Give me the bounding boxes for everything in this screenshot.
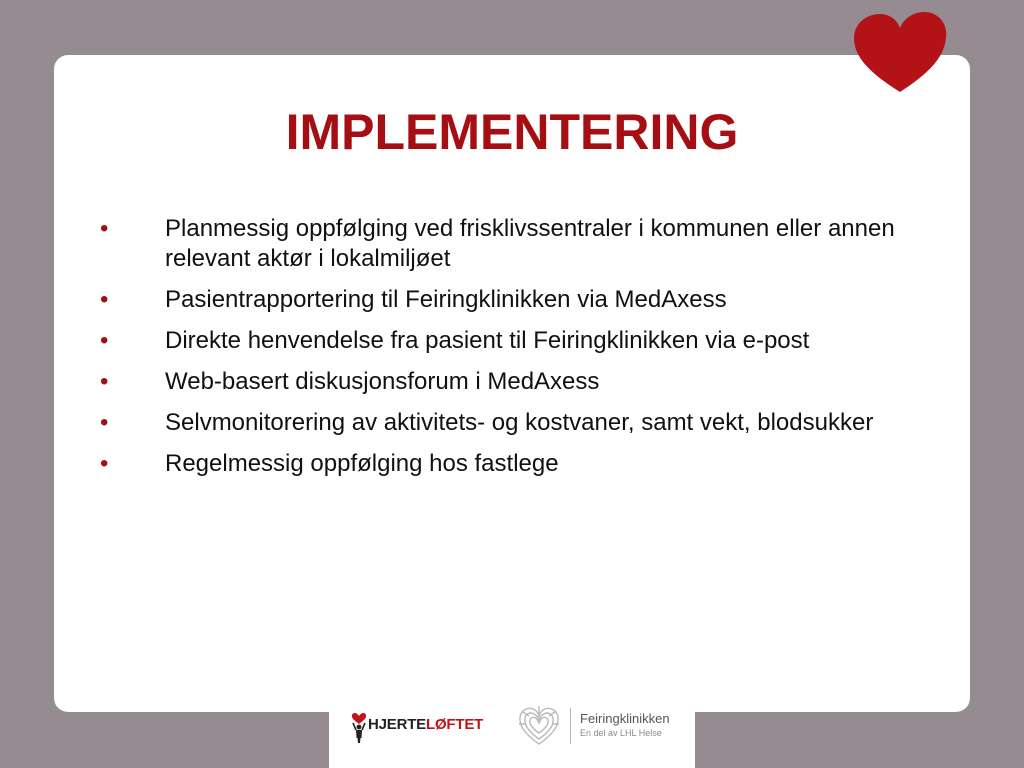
bullet-icon: • (100, 409, 109, 436)
bullet-icon: • (100, 327, 109, 354)
bullet-text: Regelmessig oppfølging hos fastlege (165, 450, 559, 477)
slide-title: IMPLEMENTERING (285, 104, 739, 160)
bullet-item (100, 367, 900, 397)
bullet-item (100, 449, 900, 479)
bullet-text: Selvmonitorering av aktivitets- og kostvaner, samt vekt, blodsukker (165, 409, 874, 436)
logo-text-loftet: LØFTET (425, 716, 484, 733)
bullet-text: Web-basert diskusjonsforum i MedAxess (165, 368, 600, 395)
bullet-item (100, 285, 900, 315)
feiringklinikken-heart-mark-icon (515, 702, 563, 750)
bullet-text: Direkte henvendelse fra pasient til Feiringklinikken via e-post (165, 327, 810, 354)
hjerteloftet-logo (350, 706, 500, 746)
bullet-item (100, 326, 900, 356)
bullet-icon: • (100, 368, 109, 395)
bullet-item (100, 214, 900, 274)
bullet-icon: • (100, 286, 109, 313)
bullet-text: Planmessig oppfølging ved frisklivssentraler i kommunen eller annen relevant aktør i lokalmiljøet (165, 215, 895, 272)
bullet-list (100, 214, 900, 490)
bullet-item (100, 408, 900, 438)
bullet-icon: • (100, 215, 109, 242)
logo-divider (570, 708, 571, 744)
logo-text-hjerte: HJERTE (368, 716, 426, 733)
feiringklinikken-subtitle: En del av LHL Helse (580, 728, 662, 738)
heart-icon (850, 12, 950, 96)
person-lifting-heart-icon (350, 708, 368, 744)
feiringklinikken-name: Feiringklinikken (580, 711, 670, 726)
bullet-icon: • (100, 450, 109, 477)
bullet-text: Pasientrapportering til Feiringklinikken via MedAxess (165, 286, 727, 313)
